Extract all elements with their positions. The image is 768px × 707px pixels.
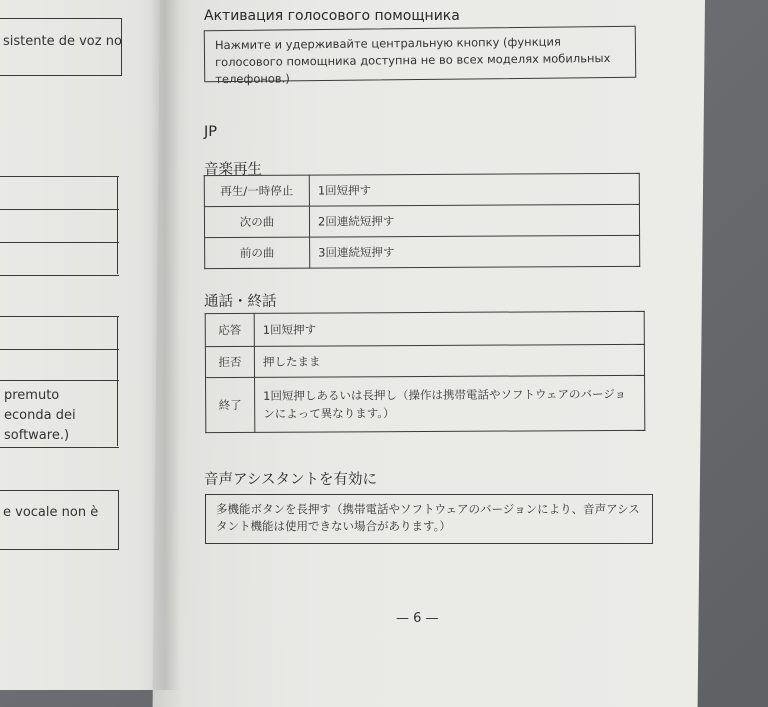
left-table-1-rightline bbox=[117, 176, 118, 274]
left-text-fragment: e vocale non è bbox=[3, 505, 99, 520]
left-table-2-rightline bbox=[117, 316, 118, 446]
assistant-note-box: 多機能ボタンを長押す（携帯電話やソフトウェアのバージョンにより、音声アシスタント機能は使用できない場合があります。） bbox=[205, 494, 653, 544]
call-op-cell: 1回短押す bbox=[254, 311, 644, 346]
left-note-box-1 bbox=[0, 18, 122, 76]
table-row bbox=[204, 173, 639, 206]
lang-code: JP bbox=[204, 124, 218, 140]
table-row bbox=[204, 204, 639, 237]
left-table-1 bbox=[0, 176, 119, 276]
ru-heading: Активация голосового помощника bbox=[204, 8, 460, 24]
music-op-cell: 2回連続短押す bbox=[309, 204, 639, 237]
call-op-cell: 押したまま bbox=[254, 344, 644, 377]
left-text-fragment: software.) bbox=[4, 428, 70, 443]
page-number: — 6 — bbox=[396, 611, 439, 626]
call-table bbox=[205, 311, 646, 433]
book-fold-shadow bbox=[150, 0, 180, 690]
left-page bbox=[0, 0, 172, 690]
music-heading: 音楽再生 bbox=[204, 162, 262, 178]
music-action-cell: 前の曲 bbox=[205, 237, 310, 269]
table-row bbox=[206, 375, 645, 432]
left-text-fragment: premuto bbox=[4, 388, 60, 403]
table-row bbox=[205, 311, 644, 346]
call-heading: 通話・終話 bbox=[204, 294, 277, 310]
left-text-fragment: econda dei bbox=[4, 408, 76, 423]
call-action-cell: 応答 bbox=[205, 313, 254, 346]
music-op-cell: 1回短押す bbox=[309, 173, 639, 206]
music-op-cell: 3回連続短押す bbox=[310, 235, 640, 268]
assistant-heading: 音声アシスタントを有効に bbox=[204, 472, 377, 488]
ru-note-box: Нажмите и удерживайте центральную кнопку (функция голосового помощника доступна не во всех моделях мобильных телефонов.) bbox=[204, 26, 637, 83]
call-op-cell: 1回短押しあるいは長押し（操作は携帯電話やソフトウェアのバージョンによって異なります。） bbox=[255, 375, 645, 432]
table-row bbox=[205, 235, 640, 268]
call-action-cell: 拒否 bbox=[205, 346, 254, 377]
music-table bbox=[204, 173, 640, 269]
call-action-cell: 終了 bbox=[206, 377, 255, 432]
left-text-fragment: sistente de voz no bbox=[3, 34, 122, 49]
music-action-cell: 次の曲 bbox=[204, 206, 309, 238]
left-note-box-2 bbox=[0, 490, 119, 550]
table-row bbox=[205, 344, 644, 377]
music-action-cell: 再生/一時停止 bbox=[204, 175, 309, 207]
